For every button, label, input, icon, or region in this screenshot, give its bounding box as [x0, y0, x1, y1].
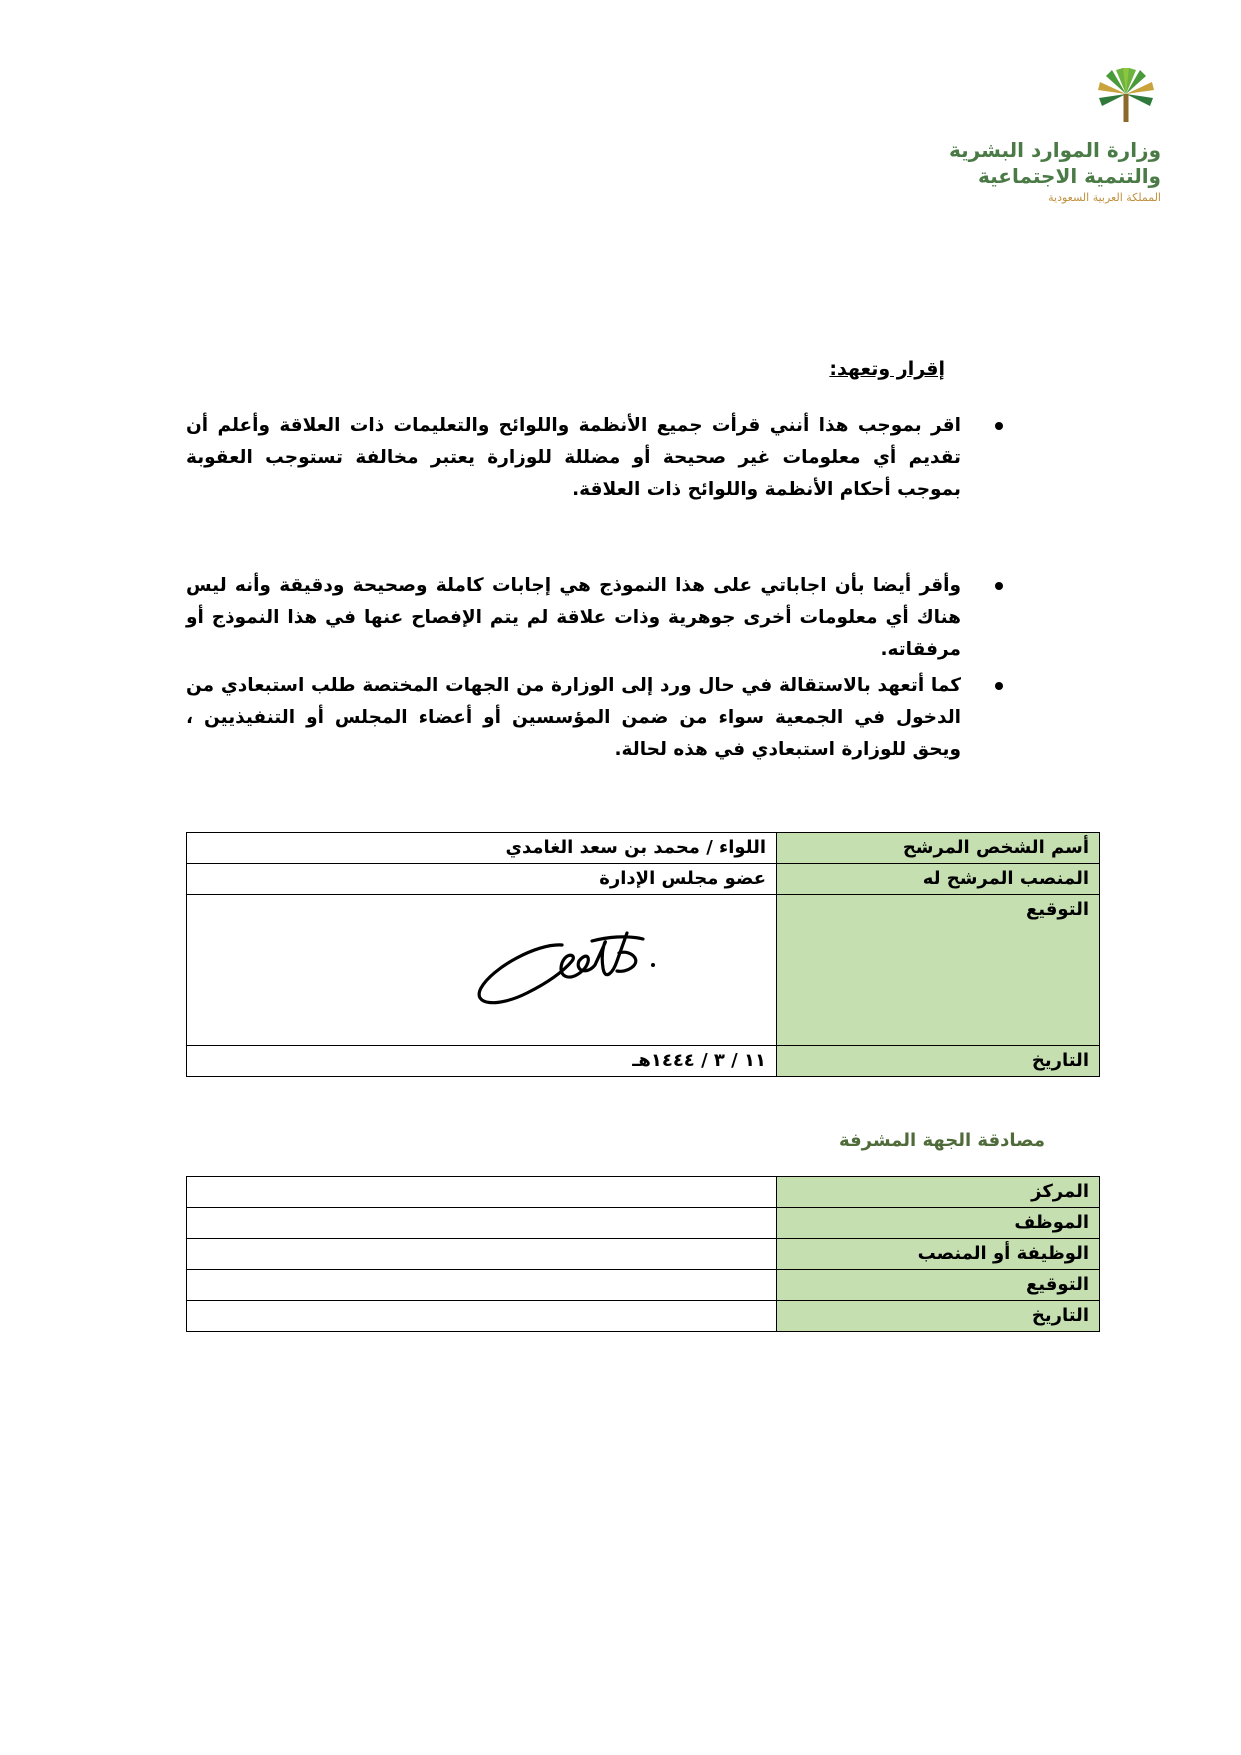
logo-line-3: المملكة العربية السعودية: [1048, 191, 1161, 204]
declaration-list-1: [186, 410, 1005, 506]
center-value: [187, 1177, 777, 1208]
declaration-list-2: [186, 570, 1005, 666]
table-row: [187, 864, 1100, 895]
approval-title: مصادقة الجهة المشرفة: [838, 1130, 1045, 1151]
table-row: [187, 1208, 1100, 1239]
candidate-table: [186, 832, 1100, 1077]
declaration-text: اقر بموجب هذا أنني قرأت جميع الأنظمة واللوائح والتعليمات ذات العلاقة وأعلم أن تقديم أي معلومات غير صحيحة أو مضللة للوزارة يعتبر مخالفة تستوجب العقوبة بموجب أحكام الأنظمة واللوائح ذات العلاقة.: [186, 415, 961, 500]
declaration-item: [186, 670, 1005, 766]
name-value: اللواء / محمد بن سعد الغامدي: [187, 833, 777, 864]
approval-date-value: [187, 1301, 777, 1332]
position-value: عضو مجلس الإدارة: [187, 864, 777, 895]
bullet-icon: [995, 422, 1003, 430]
employee-label: الموظف: [777, 1208, 1100, 1239]
logo-line-2: والتنمية الاجتماعية: [978, 164, 1161, 188]
date-value: ١١ / ٣ / ١٤٤٤هـ: [187, 1046, 777, 1077]
declaration-heading: إقرار وتعهد:: [829, 358, 945, 380]
name-label: أسم الشخص المرشح: [777, 833, 1100, 864]
table-row: [187, 895, 1100, 1046]
declaration-item: [186, 410, 1005, 506]
center-label: المركز: [777, 1177, 1100, 1208]
approval-signature-value: [187, 1270, 777, 1301]
position-label: المنصب المرشح له: [777, 864, 1100, 895]
table-row: [187, 833, 1100, 864]
handwritten-signature: [467, 913, 677, 1023]
approval-date-label: التاريخ: [777, 1301, 1100, 1332]
table-row: [187, 1301, 1100, 1332]
signature-cell: [187, 895, 777, 1046]
job-label: الوظيفة أو المنصب: [777, 1239, 1100, 1270]
ministry-logo: [921, 70, 1161, 210]
table-row: [187, 1239, 1100, 1270]
date-label: التاريخ: [777, 1046, 1100, 1077]
table-row: [187, 1046, 1100, 1077]
declaration-text: كما أتعهد بالاستقالة في حال ورد إلى الوزارة من الجهات المختصة طلب استبعادي من الدخول في الجمعية سواء من ضمن المؤسسين أو أعضاء المجلس أو التنفيذيين ، ويحق للوزارة استبعادي في هذه لحالة.: [186, 675, 961, 760]
approval-table: [186, 1176, 1100, 1332]
declaration-text: وأقر أيضا بأن اجاباتي على هذا النموذج هي إجابات كاملة وصحيحة ودقيقة وأنه ليس هناك أي معلومات أخرى جوهرية وذات علاقة لم يتم الإفصاح عنها في هذا النموذج أو مرفقاته.: [186, 575, 961, 660]
bullet-icon: [995, 582, 1003, 590]
declaration-list-3: [186, 670, 1005, 766]
signature-label: التوقيع: [777, 895, 1100, 1046]
bullet-icon: [995, 682, 1003, 690]
employee-value: [187, 1208, 777, 1239]
approval-signature-label: التوقيع: [777, 1270, 1100, 1301]
declaration-item: [186, 570, 1005, 666]
table-row: [187, 1177, 1100, 1208]
logo-line-1: وزارة الموارد البشرية: [949, 138, 1161, 162]
palm-emblem-icon: [1091, 62, 1161, 132]
table-row: [187, 1270, 1100, 1301]
job-value: [187, 1239, 777, 1270]
